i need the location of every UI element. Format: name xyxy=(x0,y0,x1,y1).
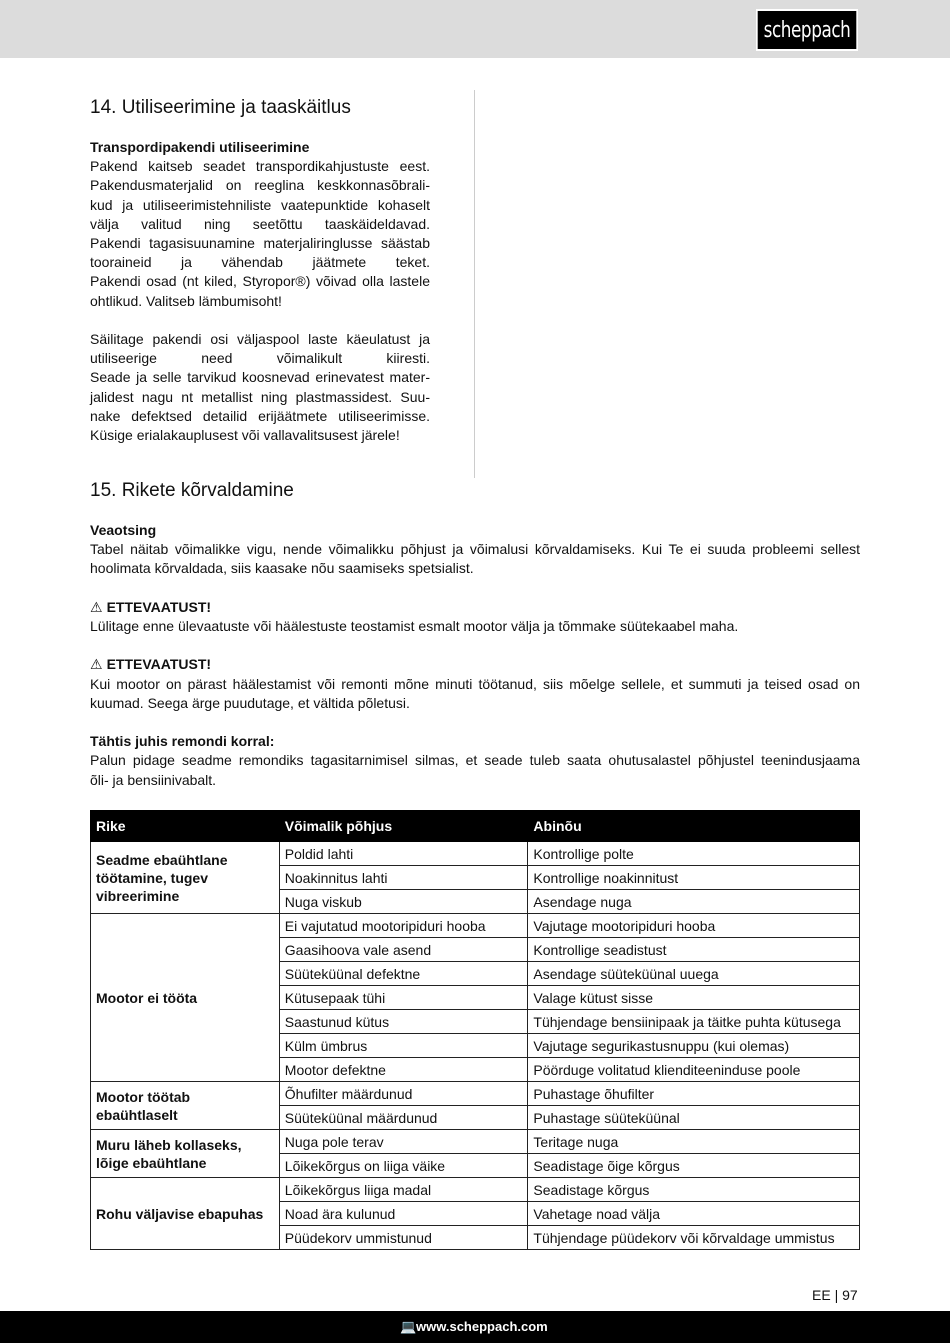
cause-cell: Kütusepaak tühi xyxy=(279,986,528,1010)
remedy-cell: Kontrollige polte xyxy=(528,842,860,866)
cause-cell: Nuga viskub xyxy=(279,890,528,914)
paragraph xyxy=(90,751,860,789)
section-number: 15. xyxy=(90,480,117,501)
cause-cell: Lõikekõrgus liiga madal xyxy=(279,1178,528,1202)
warning-heading xyxy=(90,655,860,674)
computer-icon: 💻 xyxy=(400,1319,417,1334)
remedy-cell: Teritage nuga xyxy=(528,1130,860,1154)
warning-heading xyxy=(90,598,860,617)
remedy-cell: Kontrollige seadistust xyxy=(528,938,860,962)
remedy-cell: Tühjendage bensiinipaak ja täitke puhta kütusega xyxy=(528,1010,860,1034)
text-line: Tabel näitab võimalikke vigu, nende võimalikku põhjust ja võimalusi kõrvaldamiseks. Kui Te ei suuda probleemi sellest xyxy=(90,541,860,558)
warning-triangle-icon: ⚠ xyxy=(90,598,103,615)
remedy-cell: Puhastage õhufilter xyxy=(528,1082,860,1106)
table-row xyxy=(91,914,860,938)
remedy-cell: Vajutage segurikastusnuppu (kui olemas) xyxy=(528,1034,860,1058)
subheading: Tähtis juhis remondi korral: xyxy=(90,733,275,750)
cause-cell: Külm ümbrus xyxy=(279,1034,528,1058)
remedy-cell: Asendage süüteküünal uuega xyxy=(528,962,860,986)
text-line: jalidest nagu nt metallist ning plastmassidest. Suu- xyxy=(90,388,430,405)
cause-cell: Ei vajutatud mootoripiduri hooba xyxy=(279,914,528,938)
text-line: kud ja utiliseerimistehniliste vaatepunktide kohaselt xyxy=(90,196,430,213)
text-line: hoolimata kõrvaldada, siis kaasake nõu saamiseks spetsialist. xyxy=(90,560,474,577)
text-line: kuumad. Seega ärge puudutage, et vältida põletusi. xyxy=(90,694,410,711)
subheading: Transpordipakendi utiliseerimine xyxy=(90,139,310,155)
cause-cell: Lõikekõrgus on liiga väike xyxy=(279,1154,528,1178)
section-title: Utiliseerimine ja taaskäitlus xyxy=(121,97,351,118)
text-line: tooraineid ja vähendab jäätmete teket. xyxy=(90,254,430,271)
remedy-cell: Seadistage kõrgus xyxy=(528,1178,860,1202)
troubleshooting-table xyxy=(90,810,860,1250)
cause-cell: Gaasihoova vale asend xyxy=(279,938,528,962)
paragraph xyxy=(90,617,860,636)
cause-cell: Õhufilter määrdunud xyxy=(279,1082,528,1106)
remedy-cell: Tühjendage püüdekorv või kõrvaldage ummistus xyxy=(528,1226,860,1250)
text-line: Pakendi osad (nt kiled, Styropor®) võivad olla lastele xyxy=(90,273,430,290)
table-row xyxy=(91,1082,860,1106)
cause-cell: Püüdekorv ummistunud xyxy=(279,1226,528,1250)
section-14-body xyxy=(90,138,430,445)
remedy-cell: Puhastage süüteküünal xyxy=(528,1106,860,1130)
header-cause: Võimalik põhjus xyxy=(279,811,528,842)
text-line: õli- ja bensiinivabalt. xyxy=(90,771,217,788)
remedy-cell: Asendage nuga xyxy=(528,890,860,914)
text-line: Palun pidage seadme remondiks tagasitarnimisel silmas, et seade tuleb saata ohutusalastel põhjustel teenindusjaama xyxy=(90,752,860,769)
remedy-cell: Valage kütust sisse xyxy=(528,986,860,1010)
paragraph xyxy=(90,157,430,311)
cause-cell: Saastunud kütus xyxy=(279,1010,528,1034)
paragraph xyxy=(90,675,860,713)
paragraph xyxy=(90,330,430,445)
section-title: Rikete kõrvaldamine xyxy=(121,480,294,501)
fault-cell: Mootor töötab ebaühtlaselt xyxy=(91,1082,280,1130)
website-link[interactable]: www.scheppach.com xyxy=(416,1319,548,1334)
text-line: Lülitage enne ülevaatuste või häälestuste teostamist esmalt mootor välja ja tõmmake süütekaabel maha. xyxy=(90,618,739,634)
cause-cell: Süüteküünal määrdunud xyxy=(279,1106,528,1130)
warning-title: ETTEVAATUST! xyxy=(106,656,212,673)
warning-triangle-icon: ⚠ xyxy=(90,656,103,673)
text-line: ohtlikud. Valitseb lämbumisoht! xyxy=(90,292,282,309)
warning-title: ETTEVAATUST! xyxy=(106,598,212,615)
text-line: Seade ja selle tarvikud koosnevad erinevatest mater- xyxy=(90,369,430,386)
text-line: Pakendi tagasisuunamine materjaliringlusse säästab xyxy=(90,235,430,252)
text-line: Säilitage pakendi osi väljaspool laste käeulatust ja xyxy=(90,331,430,348)
cause-cell: Mootor defektne xyxy=(279,1058,528,1082)
table-row xyxy=(91,842,860,866)
footer-bar xyxy=(0,1311,950,1343)
text-line: Kui mootor on pärast häälestamist või remonti mõne minuti töötanud, siis mõelge sellele, et summuti ja teised osad on xyxy=(90,675,860,692)
cause-cell: Noad ära kulunud xyxy=(279,1202,528,1226)
column-divider xyxy=(474,90,475,478)
cause-cell: Poldid lahti xyxy=(279,842,528,866)
paragraph xyxy=(90,540,860,578)
text-line: nake defektsed detailid erijäätmete utiliseerimisse. xyxy=(90,407,430,424)
section-15-body xyxy=(90,521,860,790)
fault-cell: Mootor ei tööta xyxy=(91,914,280,1082)
header-remedy: Abinõu xyxy=(528,811,860,842)
table-row xyxy=(91,1178,860,1202)
cause-cell: Nuga pole terav xyxy=(279,1130,528,1154)
table-row xyxy=(91,1130,860,1154)
fault-cell: Seadme ebaühtlane töötamine, tugev vibreerimine xyxy=(91,842,280,914)
section-15-heading xyxy=(90,480,294,502)
scheppach-logo: scheppach xyxy=(756,9,858,51)
text-line: Pakend kaitseb seadet transpordikahjustuste eest. xyxy=(90,158,430,175)
remedy-cell: Vajutage mootoripiduri hooba xyxy=(528,914,860,938)
fault-cell: Muru läheb kollaseks, lõige ebaühtlane xyxy=(91,1130,280,1178)
text-line: välja valitud ning seetõttu taaskäideldavad. xyxy=(90,215,430,232)
fault-cell: Rohu väljavise ebapuhas xyxy=(91,1178,280,1250)
section-14-heading xyxy=(90,97,351,119)
page-number: EE | 97 xyxy=(812,1287,858,1303)
text-line: utiliseerige need võimalikult kiiresti. xyxy=(90,350,430,367)
table-header-row xyxy=(91,811,860,842)
remedy-cell: Pöörduge volitatud klienditeeninduse poole xyxy=(528,1058,860,1082)
remedy-cell: Kontrollige noakinnitust xyxy=(528,866,860,890)
subheading: Veaotsing xyxy=(90,522,157,538)
header-bar xyxy=(0,0,950,58)
cause-cell: Süüteküünal defektne xyxy=(279,962,528,986)
header-rike: Rike xyxy=(91,811,280,842)
text-line: Pakendusmaterjalid on reeglina keskkonnasõbrali- xyxy=(90,177,430,194)
section-number: 14. xyxy=(90,97,117,118)
remedy-cell: Seadistage õige kõrgus xyxy=(528,1154,860,1178)
cause-cell: Noakinnitus lahti xyxy=(279,866,528,890)
text-line: Küsige erialakauplusest või vallavalitsusest järele! xyxy=(90,427,400,444)
remedy-cell: Vahetage noad välja xyxy=(528,1202,860,1226)
